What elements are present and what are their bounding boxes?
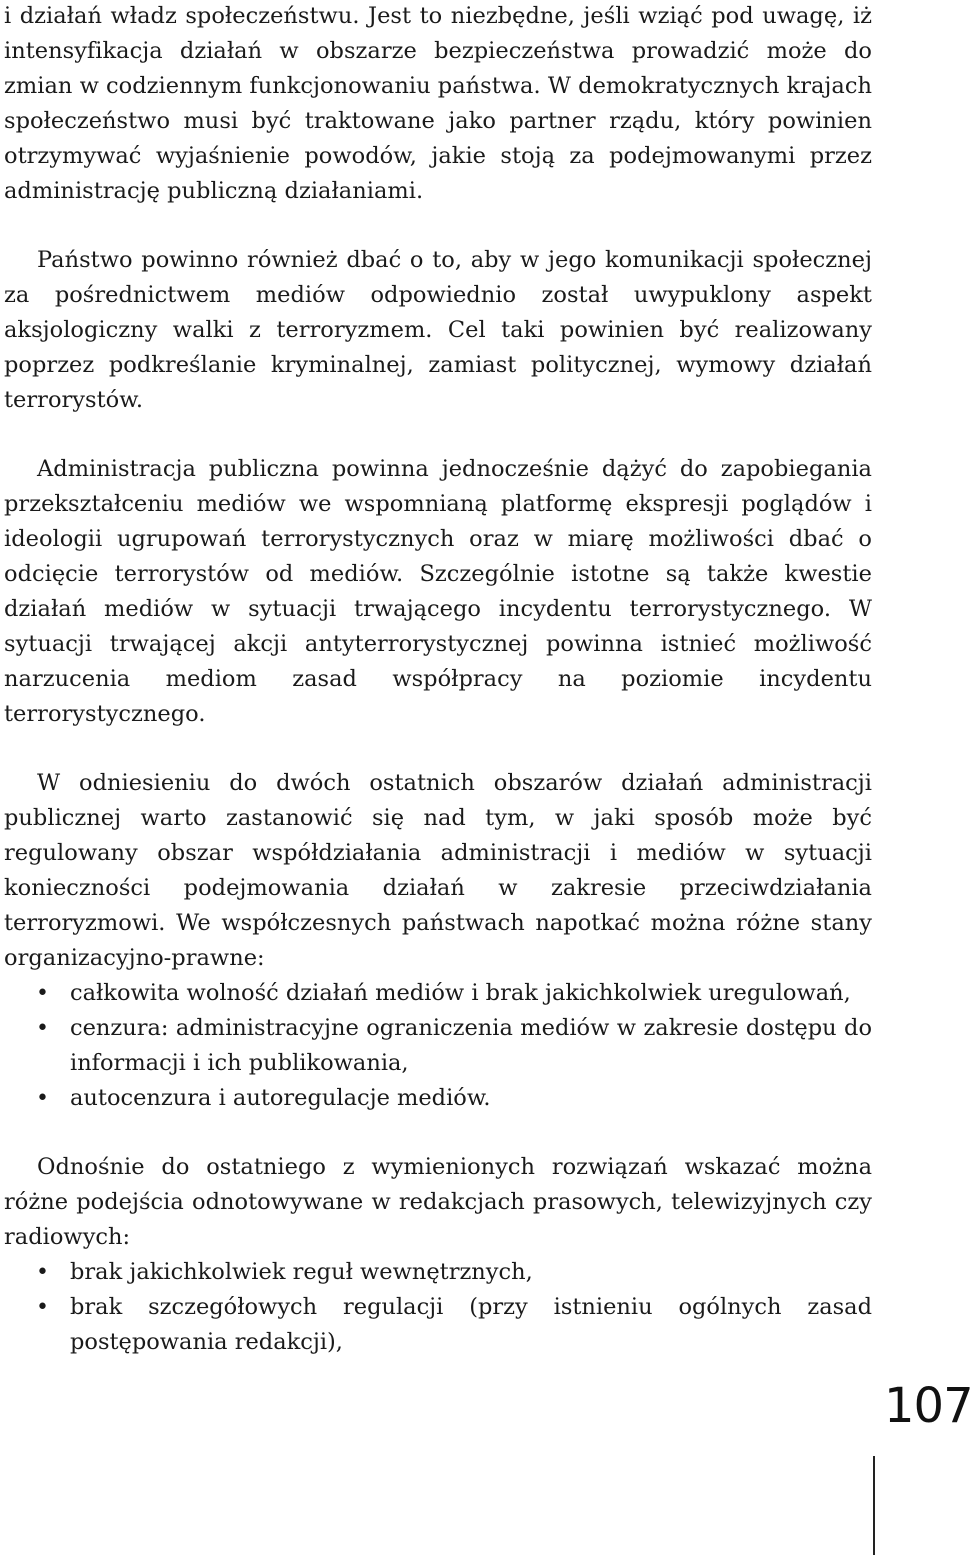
bullet-icon: •: [36, 981, 49, 1006]
list-item-text: cenzura: administracyjne ograniczenia mediów w zakresie dostępu do informacji i ich publikowania,: [70, 1015, 872, 1076]
list-item-text: brak szczegółowych regulacji (przy istnieniu ogólnych zasad postępowania redakcji),: [70, 1294, 872, 1355]
paragraph-5: Odnośnie do ostatniego z wymienionych rozwiązań wskazać można różne podejścia odnotowywane w redakcjach prasowych, telewizyjnych czy radiowych:: [4, 1154, 872, 1250]
list-item: [4, 1255, 872, 1290]
list-item: [4, 1081, 872, 1116]
bullet-icon: •: [36, 1260, 49, 1285]
page-body: [4, 0, 872, 1360]
list-item-text: całkowita wolność działań mediów i brak jakichkolwiek uregulowań,: [70, 980, 851, 1006]
list-item: [4, 1290, 872, 1360]
list-item: [4, 976, 872, 1011]
list-item-text: brak jakichkolwiek reguł wewnętrznych,: [70, 1259, 533, 1285]
list-item-text: autocenzura i autoregulacje mediów.: [70, 1085, 491, 1111]
bullet-icon: •: [36, 1016, 49, 1041]
paragraph-4: W odniesieniu do dwóch ostatnich obszarów działań administracji publicznej warto zastanowić się nad tym, w jaki sposób może być regulowany obszar współdziałania administracji i mediów w sytuacji konieczności podejmowania działań w zakresie przeciwdziałania terroryzmowi. We współczesnych państwach napotkać można różne stany organizacyjno-prawne:: [4, 770, 872, 971]
list-item: [4, 1011, 872, 1081]
margin-rule: [873, 1456, 875, 1555]
bullet-list-1: [4, 976, 872, 1116]
paragraph-1: i działań władz społeczeństwu. Jest to niezbędne, jeśli wziąć pod uwagę, iż intensyfikacja działań w obszarze bezpieczeństwa prowadzić może do zmian w codziennym funkcjonowaniu państwa. W demokratycznych krajach społeczeństwo musi być traktowane jako partner rządu, który powinien otrzymywać wyjaśnienie powodów, jakie stoją za podejmowanymi przez administrację publiczną działaniami.: [4, 3, 872, 204]
bullet-icon: •: [36, 1086, 49, 1111]
bullet-icon: •: [36, 1295, 49, 1320]
bullet-list-2: [4, 1255, 872, 1360]
paragraph-3: Administracja publiczna powinna jednocześnie dążyć do zapobiegania przekształceniu mediów we wspomnianą platformę ekspresji poglądów i ideologii ugrupowań terrorystycznych oraz w miarę możliwości dbać o odcięcie terrorystów od mediów. Szczególnie istotne są także kwestie działań mediów w sytuacji trwającego incydentu terrorystycznego. W sytuacji trwającej akcji antyterrorystycznej powinna istnieć możliwość narzucenia mediom zasad współpracy na poziomie incydentu terrorystycznego.: [4, 456, 872, 727]
page-number: 107: [884, 1378, 973, 1434]
paragraph-2: Państwo powinno również dbać o to, aby w jego komunikacji społecznej za pośrednictwem mediów odpowiednio został uwypuklony aspekt aksjologiczny walki z terroryzmem. Cel taki powinien być realizowany poprzez podkreślanie kryminalnej, zamiast politycznej, wymowy działań terrorystów.: [4, 247, 872, 413]
